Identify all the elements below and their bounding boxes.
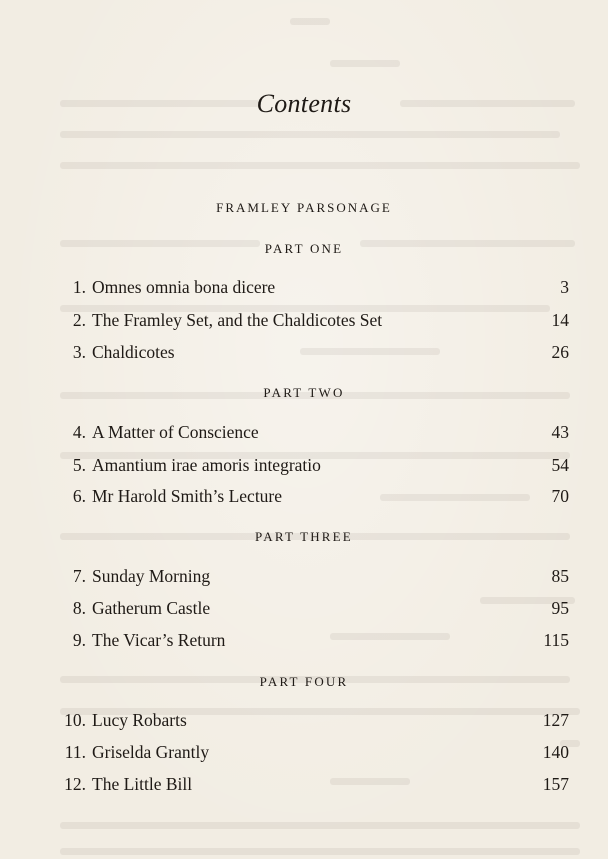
chapter-number: 8. (72, 598, 86, 618)
show-through (290, 18, 330, 25)
toc-entry (0, 310, 608, 334)
chapter-title: Omnes omnia bona dicere (92, 277, 276, 297)
chapter-number: 2. (72, 310, 86, 330)
page-number: 3 (560, 277, 569, 297)
chapter-title: The Framley Set, and the Chaldicotes Set (92, 310, 383, 330)
chapter-number: 11. (64, 742, 86, 762)
toc-entry (0, 630, 608, 654)
chapter-title: The Little Bill (92, 774, 193, 794)
chapter-title: Gatherum Castle (92, 598, 211, 618)
page-number: 157 (542, 774, 569, 794)
chapter-title: Mr Harold Smith’s Lecture (92, 486, 283, 506)
page-number: 54 (551, 455, 569, 475)
part-heading: PART TWO (263, 385, 345, 400)
toc-entry (0, 277, 608, 301)
toc-entry (0, 774, 608, 798)
chapter-title: Griselda Grantly (92, 742, 210, 762)
page-number: 115 (543, 630, 569, 650)
toc-entry (0, 455, 608, 479)
page-number: 85 (551, 566, 569, 586)
chapter-number: 1. (72, 277, 86, 297)
show-through (60, 131, 560, 138)
part-heading: PART THREE (255, 529, 353, 544)
chapter-title: Amantium irae amoris integratio (92, 455, 321, 475)
toc-entry (0, 486, 608, 510)
toc-entry (0, 342, 608, 366)
chapter-number: 4. (72, 422, 86, 442)
show-through (60, 162, 580, 169)
chapter-number: 7. (72, 566, 86, 586)
chapter-number: 12. (64, 774, 86, 794)
chapter-number: 3. (72, 342, 86, 362)
show-through (330, 60, 400, 67)
part-heading: PART ONE (264, 241, 344, 256)
chapter-title: Lucy Robarts (92, 710, 187, 730)
page-number: 26 (551, 342, 569, 362)
chapter-number: 9. (72, 630, 86, 650)
show-through (60, 822, 580, 829)
chapter-title: Chaldicotes (92, 342, 175, 362)
toc-entry (0, 422, 608, 446)
part-heading: PART FOUR (259, 674, 349, 689)
contents-title: Contents (256, 89, 352, 118)
chapter-title: The Vicar’s Return (92, 630, 226, 650)
chapter-number: 5. (72, 455, 86, 475)
chapter-number: 6. (72, 486, 86, 506)
page-number: 43 (551, 422, 569, 442)
book-title: FRAMLEY PARSONAGE (216, 200, 392, 215)
chapter-title: Sunday Morning (92, 566, 211, 586)
toc-entry (0, 742, 608, 766)
show-through (60, 848, 580, 855)
toc-entry (0, 710, 608, 734)
chapter-number: 10. (64, 710, 86, 730)
page-number: 95 (551, 598, 569, 618)
page-number: 140 (542, 742, 569, 762)
toc-entry (0, 598, 608, 622)
chapter-title: A Matter of Conscience (92, 422, 259, 442)
toc-entry (0, 566, 608, 590)
page-number: 14 (551, 310, 569, 330)
page-number: 70 (551, 486, 569, 506)
page-number: 127 (542, 710, 569, 730)
